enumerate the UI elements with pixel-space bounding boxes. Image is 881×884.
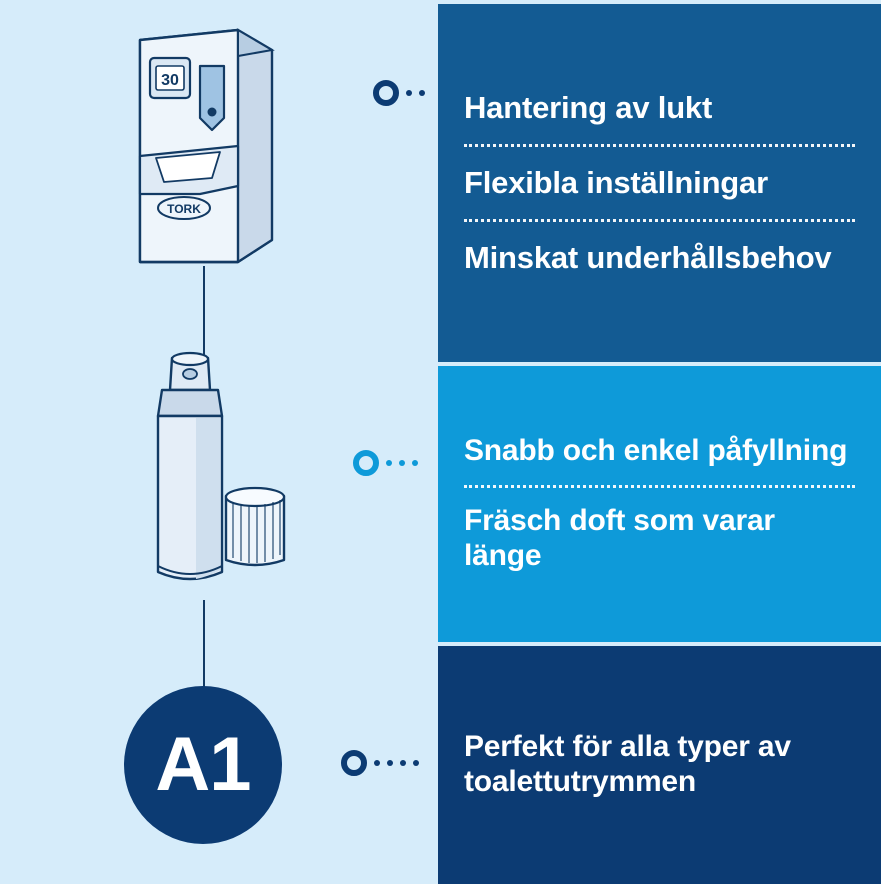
feature-text-reduced-maintenance: Minskat underhållsbehov [464,239,832,275]
dot-icon [419,90,425,96]
ring-icon [341,750,367,776]
feature-text-odour-management: Hantering av lukt [464,90,713,126]
feature-text-all-washroom-types: Perfekt för alla typer av toalettutrymmen [464,730,791,798]
feature-text-flexible-settings: Flexibla inställningar [464,165,768,201]
dot-trail [406,90,425,96]
svg-text:TORK: TORK [167,202,201,216]
dot-icon [413,760,419,766]
dot-trail [374,760,419,766]
divider [464,144,855,147]
feature-panel-2 [438,366,881,642]
connector-bullet-panel-1 [373,80,425,106]
dot-icon [399,460,405,466]
divider [464,485,855,488]
dot-icon [406,90,412,96]
a1-badge-label: A1 [155,722,251,807]
ring-icon [373,80,399,106]
connector-bullet-panel-3 [341,750,419,776]
spray-can-illustration [132,350,302,606]
dispenser-illustration [112,26,292,274]
connector-line-can-to-badge [203,600,205,688]
a1-size-badge [124,686,282,844]
dot-icon [386,460,392,466]
feature-text-quick-refill: Snabb och enkel påfyllning [464,434,848,468]
feature-panel-1 [438,4,881,362]
feature-text-long-lasting-fragrance: Fräsch doft som varar länge [464,504,775,572]
connector-line-dispenser-to-can [203,266,205,358]
connector-bullet-panel-2 [353,450,418,476]
svg-text:30: 30 [161,72,179,89]
ring-icon [353,450,379,476]
dot-trail [386,460,418,466]
divider [464,219,855,222]
feature-panel-3 [438,646,881,884]
dot-icon [387,760,393,766]
dot-icon [400,760,406,766]
dot-icon [412,460,418,466]
dot-icon [374,760,380,766]
